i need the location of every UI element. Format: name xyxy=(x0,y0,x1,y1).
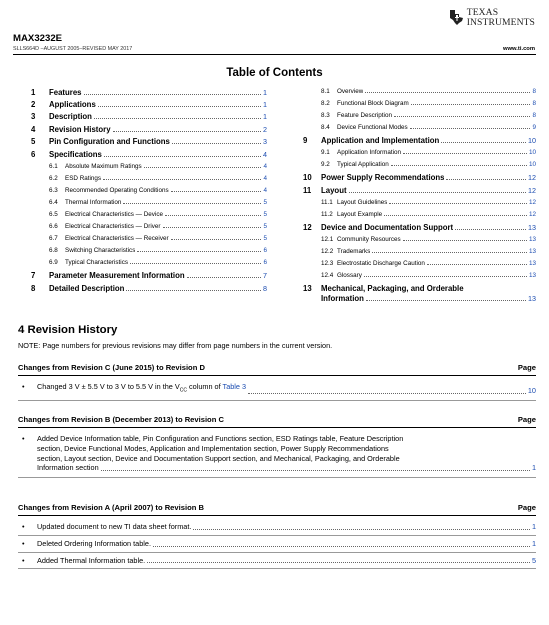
doc-title: MAX3232E xyxy=(13,33,63,44)
toc-entry[interactable]: 13 Mechanical, Packaging, and Orderable Information 13 xyxy=(303,284,536,303)
change-block-header xyxy=(18,503,536,516)
toc-subentry[interactable]: 6.4 Thermal Information 5 xyxy=(49,199,267,206)
doc-revision: SLLS664D –AUGUST 2005–REVISED MAY 2017 xyxy=(13,46,133,52)
toc-entry[interactable]: 12 Device and Documentation Support 13 xyxy=(303,223,536,232)
page-link[interactable]: 1 xyxy=(531,522,536,531)
divider xyxy=(18,400,536,401)
toc-subentry[interactable]: 6.3 Recommended Operating Conditions 4 xyxy=(49,187,267,194)
toc-entry[interactable]: 8 Detailed Description 8 xyxy=(31,284,267,293)
toc-subentry[interactable]: 12.4 Glossary 13 xyxy=(321,272,536,279)
toc-title: Table of Contents xyxy=(226,67,323,79)
toc-entry[interactable]: 3 Description 1 xyxy=(31,112,267,121)
toc-subentry[interactable]: 11.1 Layout Guidelines 12 xyxy=(321,199,536,206)
toc-subentry[interactable]: 12.2 Trademarks 13 xyxy=(321,248,536,255)
divider xyxy=(18,477,536,478)
page-column-label: Page xyxy=(517,363,536,372)
toc-entry[interactable]: 6 Specifications 4 xyxy=(31,150,267,159)
toc-subentry[interactable]: 6.5 Electrical Characteristics — Device 5 xyxy=(49,211,267,218)
logo-line-2: INSTRUMENTS xyxy=(466,16,535,28)
toc-subentry[interactable]: 12.3 Electrostatic Discharge Caution 13 xyxy=(321,260,536,267)
toc-subentry[interactable]: 6.7 Electrical Characteristics — Receiver 5 xyxy=(49,235,267,242)
toc-entry[interactable]: 7 Parameter Measurement Information 7 xyxy=(31,271,267,280)
change-item: • Deleted Ordering Information table. 1 xyxy=(18,539,536,549)
toc-entry[interactable]: 10 Power Supply Recommendations 12 xyxy=(303,173,536,182)
page-link[interactable]: 5 xyxy=(531,555,536,565)
revision-note: NOTE: Page numbers for previous revisions may differ from page numbers in the current version. xyxy=(18,341,333,350)
logo-line-1: TEXAS xyxy=(466,7,499,18)
page-column-label: Page xyxy=(517,503,536,512)
toc-subentry[interactable]: 11.2 Layout Example 12 xyxy=(321,211,536,218)
toc-subentry[interactable]: 9.2 Typical Application 10 xyxy=(321,161,536,168)
bullet: • xyxy=(22,434,25,443)
bullet: • xyxy=(22,538,25,548)
divider xyxy=(18,552,536,553)
toc-entry[interactable]: 5 Pin Configuration and Functions 3 xyxy=(31,137,267,146)
toc-entry[interactable]: 4 Revision History 2 xyxy=(31,125,267,134)
toc-subentry[interactable]: 8.4 Device Functional Modes 9 xyxy=(321,124,536,131)
toc-subentry[interactable]: 8.2 Functional Block Diagram 8 xyxy=(321,100,536,107)
toc-subentry[interactable]: 6.1 Absolute Maximum Ratings 4 xyxy=(49,163,267,170)
ti-url-link[interactable]: www.ti.com xyxy=(503,46,535,52)
page-column-label: Page xyxy=(517,415,536,424)
toc-subentry[interactable]: 6.2 ESD Ratings 4 xyxy=(49,175,267,182)
toc-entry[interactable]: 11 Layout 12 xyxy=(303,186,536,195)
page-link[interactable]: 10 xyxy=(527,386,536,396)
change-block-title: Changes from Revision B (December 2013) to Revision C xyxy=(18,415,224,424)
toc-entry[interactable]: 1 Features 1 xyxy=(31,88,267,97)
change-block-rev-c xyxy=(18,415,536,478)
toc-subentry[interactable]: 6.6 Electrical Characteristics — Driver 5 xyxy=(49,223,267,230)
toc-entry[interactable]: 9 Application and Implementation 10 xyxy=(303,136,536,145)
page-link[interactable]: 1 xyxy=(531,463,536,473)
change-block-rev-b xyxy=(18,503,536,569)
bullet: • xyxy=(22,382,25,391)
toc-subentry[interactable]: 6.9 Typical Characteristics 6 xyxy=(49,259,267,266)
toc-subentry[interactable]: 12.1 Community Resources 13 xyxy=(321,236,536,243)
toc-subentry[interactable]: 9.1 Application Information 10 xyxy=(321,149,536,156)
change-item: • Changed 3 V ± 5.5 V to 3 V to 5.5 V in the $V_{CC}$ column of Table 3 10 xyxy=(18,382,536,396)
divider xyxy=(18,535,536,536)
change-block-header xyxy=(18,363,536,376)
toc-subentry[interactable]: 8.1 Overview 8 xyxy=(321,88,536,95)
header-rule xyxy=(13,54,536,55)
toc-subentry[interactable]: 8.3 Feature Description 8 xyxy=(321,112,536,119)
divider xyxy=(18,568,536,569)
toc-subentry[interactable]: 6.8 Switching Characteristics 6 xyxy=(49,247,267,254)
bullet: • xyxy=(22,522,25,531)
change-item: • Updated document to new TI data sheet format. 1 xyxy=(18,522,536,532)
change-block-title: Changes from Revision C (June 2015) to Revision D xyxy=(18,363,205,372)
revision-history-heading: 4 Revision History xyxy=(18,324,118,336)
change-item: • Added Device Information table, Pin Configuration and Functions section, ESD Ratings table, Feature Description section, Device Functional Modes, Application and Implementation section, Power Supply Recommendations section, Layout section, Device and Documentation Support section, and Mechanical, Packaging, and Orderable Information section 1 xyxy=(18,434,536,473)
change-block-title: Changes from Revision A (April 2007) to Revision B xyxy=(18,503,204,512)
ti-logo xyxy=(449,8,535,27)
bullet: • xyxy=(22,555,25,565)
change-item: • Added Thermal Information table. 5 xyxy=(18,556,536,566)
page-link[interactable]: 1 xyxy=(531,538,536,548)
table-3-link[interactable]: Table 3 xyxy=(222,382,247,391)
change-block-rev-d xyxy=(18,363,536,401)
toc-entry[interactable]: 2 Applications 1 xyxy=(31,100,267,109)
texas-state-icon xyxy=(449,9,464,26)
change-block-header xyxy=(18,415,536,428)
